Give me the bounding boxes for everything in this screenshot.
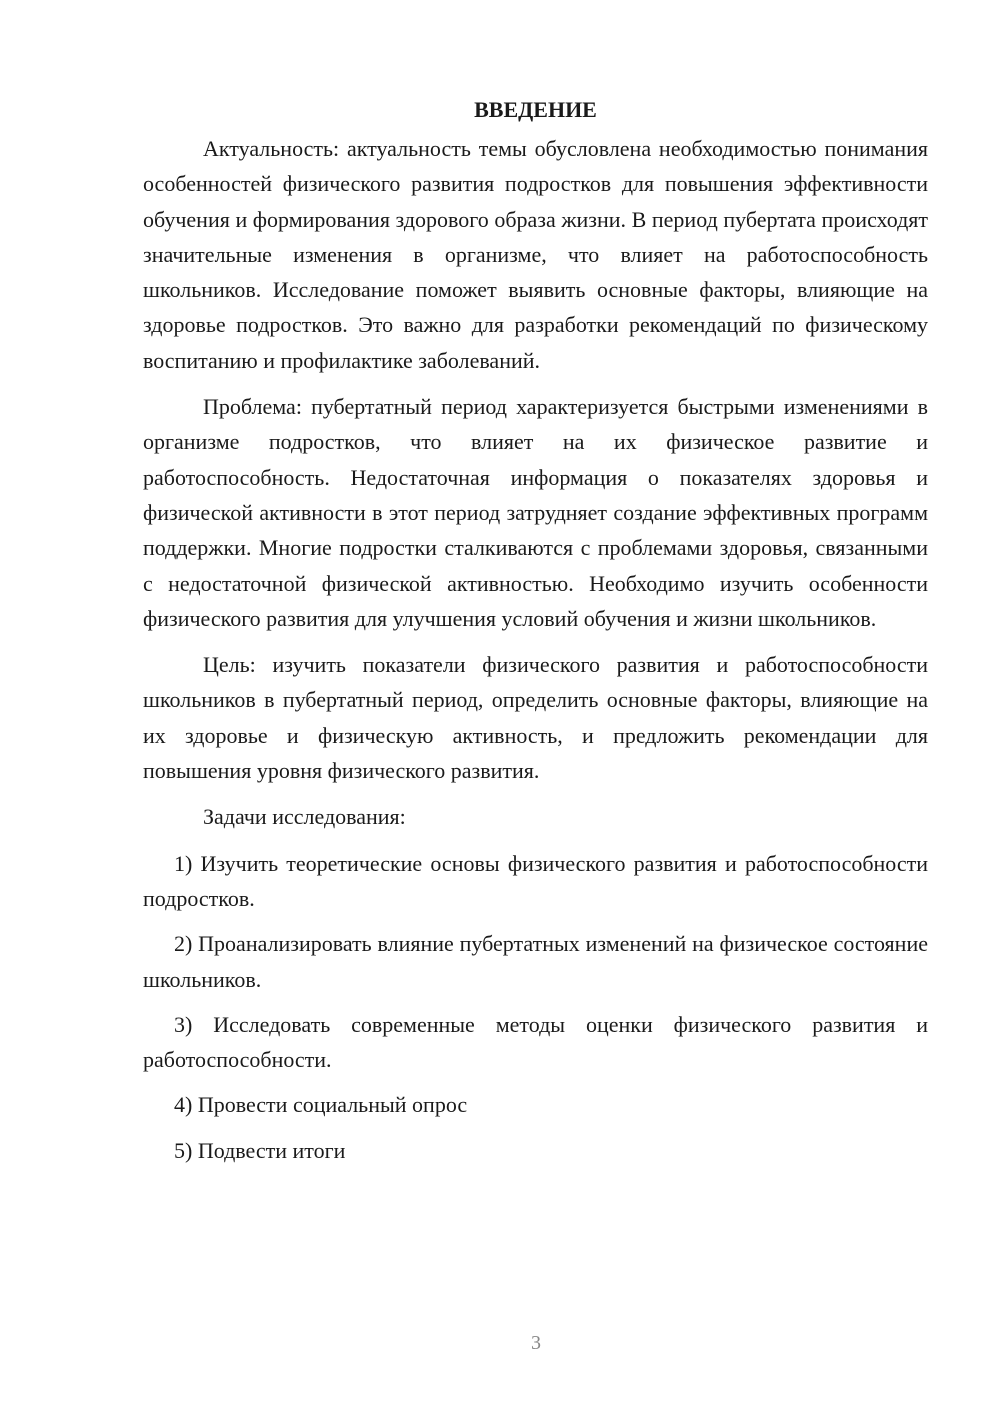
task-item-2: 2) Проанализировать влияние пубертатных изменений на физическое состояние школьников. <box>143 931 928 992</box>
tasks-heading: Задачи исследования: <box>203 804 406 830</box>
page-title: ВВЕДЕНИЕ <box>474 97 597 122</box>
task-item-5: 5) Подвести итоги <box>174 1137 346 1163</box>
task-item-4: 4) Провести социальный опрос <box>174 1092 468 1118</box>
task-item-3: 3) Исследовать современные методы оценки физического развития и работоспособности. <box>143 1011 928 1073</box>
task-item-1: 1) Изучить теоретические основы физического развития и работоспособности подростков. <box>143 850 928 911</box>
document-body <box>143 92 928 1178</box>
paragraph-relevance: Актуальность: актуальность темы обусловлена необходимостью понимания особенностей физического развития подростков для повышения эффективности обучения и формирования здорового образа жизни. В период пубертата происходят значительные изменения в организме, что влияет на работоспособность школьников. Исследование поможет выявить основные факторы, влияющие на здоровье подростков. Это важно для разработки рекомендаций по физическому воспитанию и профилактике заболеваний. <box>143 136 928 373</box>
paragraph-goal: Цель: изучить показатели физического развития и работоспособности школьников в пубертатный период, определить основные факторы, влияющие на их здоровье и физическую активность, и предложить рекомендации для повышения уровня физического развития. <box>143 652 928 784</box>
page-number: 3 <box>531 1332 541 1354</box>
paragraph-problem: Проблема: пубертатный период характеризуется быстрыми изменениями в организме подростков, что влияет на их физическое развитие и работоспособность. Недостаточная информация о показателях здоровья и физической активности в этот период затрудняет создание эффективных программ поддержки. Многие подростки сталкиваются с проблемами здоровья, связанными с недостаточной физической активностью. Необходимо изучить особенности физического развития для улучшения условий обучения и жизни школьников. <box>143 394 928 631</box>
